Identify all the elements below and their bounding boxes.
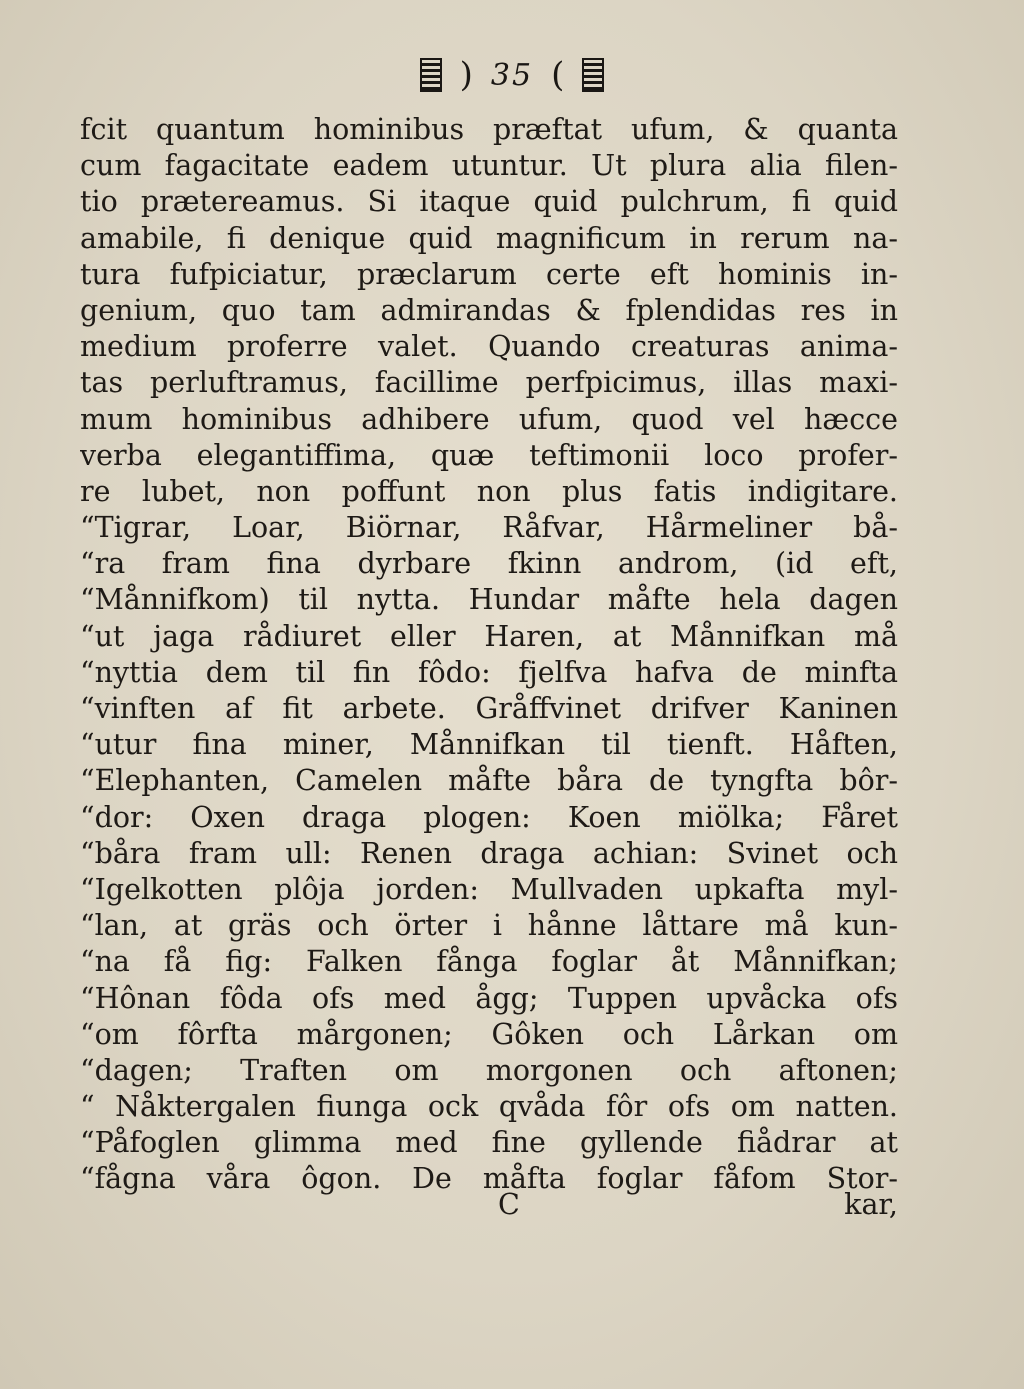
text-line: “Elephanten, Camelen måfte båra de tyngfta bôr- — [80, 764, 898, 798]
page-footer — [80, 1188, 898, 1228]
text-line: “båra fram ull: Renen draga achian: Svinet och — [80, 836, 898, 870]
right-ornament-icon — [582, 58, 604, 92]
text-line: “Tigrar, Loar, Biörnar, Råfvar, Hårmeliner bå- — [80, 511, 898, 545]
page-header — [0, 50, 1024, 100]
text-line: “vinften af fit arbete. Gråffvinet drifver Kaninen — [80, 692, 898, 725]
header-left-paren: ) — [459, 55, 473, 95]
page-number: 35 — [490, 57, 534, 93]
text-line: “Påfoglen glimma med fine gyllende fiådrar at — [80, 1126, 898, 1160]
signature-mark: C — [498, 1188, 520, 1221]
text-line: “fågna våra ôgon. De måfta foglar fåfom Stor- — [80, 1162, 898, 1196]
body-text — [80, 112, 898, 1198]
text-line: “Hônan fôda ofs med ågg; Tuppen upvåcka ofs — [80, 981, 898, 1015]
text-line: “om fôrfta mårgonen; Gôken och Lårkan om — [80, 1017, 898, 1051]
text-line: cum fagacitate eadem utuntur. Ut plura alia filen- — [80, 149, 898, 183]
text-line: tura fufpiciatur, præclarum certe eft hominis in- — [80, 257, 898, 291]
text-line: “Igelkotten plôja jorden: Mullvaden upkafta myl- — [80, 872, 898, 906]
text-line: “dor: Oxen draga plogen: Koen miölka; Fåret — [80, 800, 898, 834]
text-line: tio prætereamus. Si itaque quid pulchrum, fi quid — [80, 185, 898, 219]
catchword: kar, — [844, 1188, 898, 1221]
text-line: “dagen; Traften om morgonen och aftonen; — [80, 1053, 898, 1087]
text-line: “nyttia dem til fin fôdo: fjelfva hafva de minfta — [80, 655, 898, 689]
text-line: amabile, fi denique quid magnificum in rerum na- — [80, 221, 898, 255]
text-line: genium, quo tam admirandas & fplendidas res in — [80, 293, 898, 327]
text-line: “Månnifkom) til nytta. Hundar måfte hela dagen — [80, 583, 898, 617]
text-line: medium proferre valet. Quando creaturas anima- — [80, 330, 898, 364]
text-line: verba elegantiffima, quæ teftimonii loco profer- — [80, 438, 898, 472]
text-line: “lan, at gräs och örter i hånne låttare må kun- — [80, 909, 898, 943]
text-line: mum hominibus adhibere ufum, quod vel hæcce — [80, 402, 898, 436]
text-line: re lubet, non poffunt non plus fatis indigitare. — [80, 474, 898, 508]
text-line: “ut jaga rådiuret eller Haren, at Månnifkan må — [80, 619, 898, 653]
text-line: “utur fina miner, Månnifkan til tienft. Håften, — [80, 728, 898, 762]
text-line: fcit quantum hominibus præftat ufum, & quanta — [80, 113, 898, 146]
text-line: “ra fram fina dyrbare fkinn androm, (id eft, — [80, 547, 898, 581]
header-right-paren: ( — [551, 55, 565, 95]
text-line: “na få fig: Falken fånga foglar åt Månnifkan; — [80, 945, 898, 979]
text-line: tas perluftramus, facillime perfpicimus, illas maxi- — [80, 366, 898, 400]
left-ornament-icon — [420, 58, 442, 92]
text-line: “ Nåktergalen fiunga ock qvåda fôr ofs om natten. — [80, 1090, 898, 1124]
